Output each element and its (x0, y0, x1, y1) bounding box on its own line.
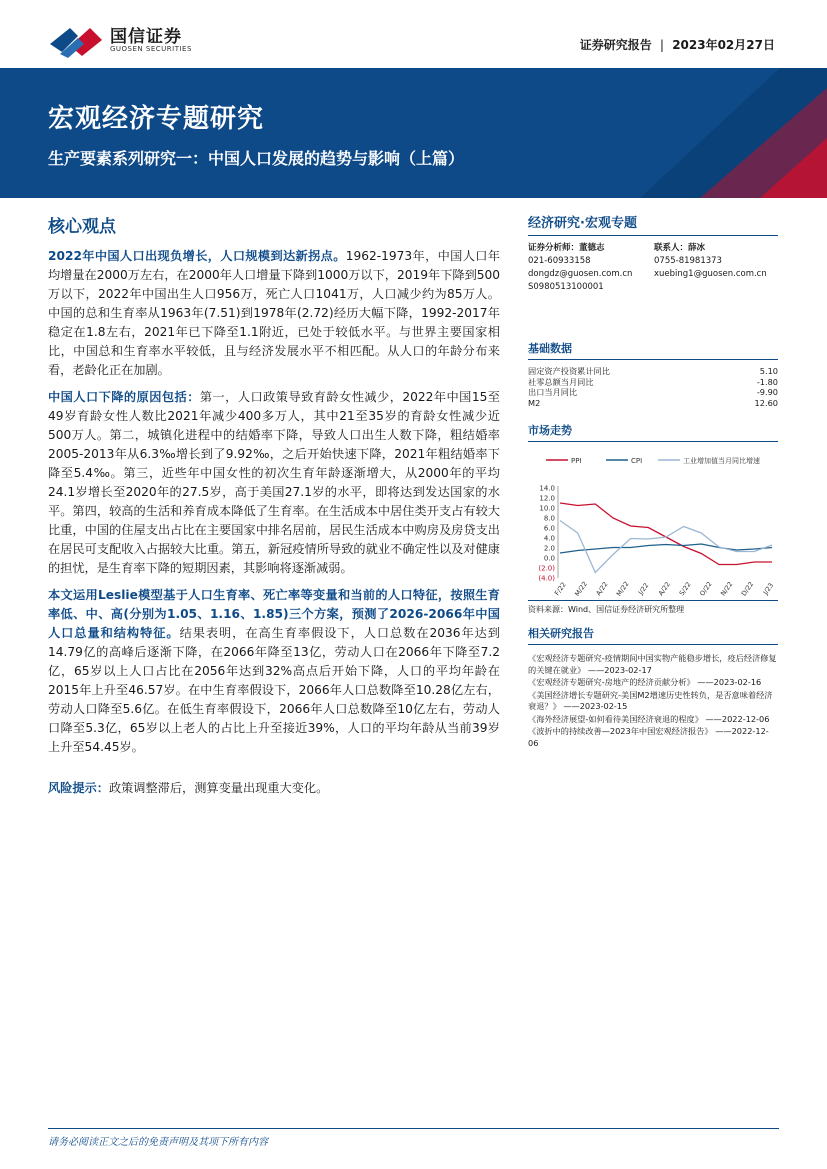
market-trend-title: 市场走势 (528, 422, 778, 442)
basic-label: 社零总额当月同比 (528, 376, 594, 387)
basic-label: 出口当月同比 (528, 387, 578, 397)
analyst-name: 证券分析师：董德志 (528, 243, 605, 253)
x-tick-label: M/22 (614, 579, 631, 596)
contact-column (654, 242, 778, 281)
legend-label: PPI (571, 457, 582, 465)
legend-label: CPI (631, 457, 643, 465)
contact-phone: 0755-81981373 (654, 256, 722, 266)
y-tick-label: 10.0 (539, 504, 555, 513)
analyst-phone: 021-60933158 (528, 256, 591, 266)
series-line-1 (560, 503, 772, 565)
y-tick-label: 14.0 (539, 484, 555, 493)
paragraph-1 (48, 247, 500, 380)
list-item[interactable]: 《宏观经济专题研究-疫情期间中国实物产能稳步增长，疫后经济修复的关键在就业》 ——2023-02-17 (528, 653, 777, 675)
analyst-cert: S0980513100001 (528, 282, 604, 292)
guosen-logo-icon (48, 24, 104, 58)
basic-value: 12.60 (754, 397, 778, 408)
y-tick-label: 6.0 (543, 524, 555, 533)
list-item[interactable]: 《波折中的持续改善—2023年中国宏观经济报告》 ——2022-12-06 (528, 726, 769, 748)
list-item[interactable]: 《宏观经济专题研究-房地产的经济贡献分析》 ——2023-02-16 (528, 677, 762, 687)
x-tick-label: M/22 (573, 579, 590, 596)
x-tick-label: F/22 (553, 580, 568, 596)
logo-text-cn: 国信证券 (110, 27, 182, 47)
x-tick-label: S/22 (677, 580, 693, 596)
risk-note (48, 779, 500, 796)
market-chart (528, 450, 778, 596)
contact-email[interactable]: xuebing1@guosen.com.cn (654, 269, 767, 279)
related-reports-list (528, 653, 778, 749)
basic-label: 固定资产投资累计同比 (528, 366, 610, 376)
paragraph-2-body: 第一，人口政策导致育龄女性减少，2022年中国15至49岁育龄女性人数比2021年减少400多万人，其中21至35岁的育龄女性减少近500万人。第二，城镇化进程中的结婚率下降，导致人口出生人数下降，粗结婚率2005-2013年从6.3‰增长到了9.92‰，之后开始快速下降，2021年粗结婚率下降至5.4‰。第三，近些年中国女性的初次生育年龄逐渐增大，从2000年的平均24.1岁增长至2020年的27.5岁，高于美国27.1岁的水平，即将达到发达国家的水平。第四，较高的生活和养育成本降低了生育率。在生活成本中居住类开支占有较大比重，中国的住屋支出占比在主要国家中排名居前，居民生活成本中购房及房贷支出在居民可支配收入占据较大比重。第五，新冠疫情所导致的就业不确定性以及对健康的担忧，是生育率下降的短期因素，其影响将逐渐减弱。 (48, 390, 500, 575)
paragraph-1-body: 1962-1973年，中国人口年均增量在2000万左右，在2000年人口增量下降到1000万以下，2019年下降到500万以下，2022年中国出生人口956万，死亡人口1041万，人口减少约为85万人。中国的总和生育率从1963年(7.51)到1978年(2.72)经历大幅下降，1992-2017年稳定在1.8左右，2021年已下降至1.1附近，已处于较低水平。与世界主要国家相比，中国总和生育率水平较低，且与经济发展水平不相匹配。从人口的年龄分布来看，老龄化正在加剧。 (48, 249, 501, 377)
contact-name: 联系人：薛冰 (654, 243, 706, 253)
y-tick-label: 8.0 (543, 514, 555, 523)
related-reports-title: 相关研究报告 (528, 625, 778, 645)
company-logo (48, 22, 208, 60)
y-tick-label: (4.0) (538, 574, 555, 583)
table-row (528, 366, 778, 377)
table-row (528, 398, 778, 409)
top-bar (0, 0, 827, 68)
risk-label: 风险提示： (48, 781, 109, 795)
basic-data-title: 基础数据 (528, 340, 778, 360)
meta-separator: | (659, 38, 665, 52)
basic-value: -1.80 (756, 376, 778, 387)
x-tick-label: A/22 (594, 580, 610, 596)
table-row (528, 387, 778, 398)
paragraph-3-lead: 本文运用Leslie模型基于人口生育率、死亡率等变量和当前的人口特征，按照生育率低、中、高(分别为1.05、1.16、1.85)三个方案，预测了2026-2066年中国人口总量和结构特征。 (48, 588, 500, 640)
risk-text: 政策调整滞后，测算变量出现重大变化。 (108, 781, 329, 795)
basic-value: -9.90 (756, 387, 778, 397)
report-type: 证券研究报告 (579, 38, 652, 52)
main-column (48, 212, 500, 796)
analyst-email[interactable]: dongdz@guosen.com.cn (528, 269, 633, 279)
footer-divider (48, 1128, 779, 1129)
series-line-3 (560, 521, 772, 573)
basic-label: M2 (528, 397, 541, 408)
report-subtitle: 生产要素系列研究一：中国人口发展的趋势与影响（上篇） (48, 149, 465, 168)
list-item[interactable]: 《海外经济展望-如何看待美国经济衰退的程度》 ——2022-12-06 (528, 713, 770, 724)
y-tick-label: 12.0 (539, 494, 555, 503)
y-tick-label: (2.0) (538, 564, 555, 573)
analyst-column (528, 242, 648, 294)
analyst-info (528, 242, 778, 338)
sidebar (528, 212, 778, 749)
list-item[interactable]: 《美国经济增长专题研究-美国M2增速历史性转负，是否意味着经济衰退？》 ——2023-02-15 (528, 689, 773, 711)
legend-label: 工业增加值当月同比增速 (683, 457, 760, 465)
line-chart (528, 450, 778, 596)
basic-value: 5.10 (759, 366, 778, 376)
section-title: 核心观点 (48, 217, 116, 237)
x-tick-label: N/22 (719, 580, 735, 596)
report-meta (580, 36, 775, 53)
disclaimer-footer: 请务必阅读正文之后的免责声明及其项下所有内容 (48, 1137, 268, 1148)
x-tick-label: J/22 (636, 581, 651, 596)
y-tick-label: 2.0 (543, 544, 555, 553)
x-tick-label: J/23 (761, 581, 776, 596)
basic-data-table (528, 366, 778, 408)
paragraph-2-lead: 中国人口下降的原因包括： (48, 390, 200, 404)
x-tick-label: O/22 (698, 580, 714, 596)
sidebar-title: 经济研究·宏观专题 (528, 212, 778, 236)
paragraph-3 (48, 586, 500, 757)
report-title: 宏观经济专题研究 (48, 104, 265, 134)
y-tick-label: 4.0 (543, 534, 555, 543)
logo-text-en: GUOSEN SECURITIES (110, 45, 192, 53)
y-tick-label: 0.0 (543, 554, 555, 563)
paragraph-1-lead: 2022年中国人口出现负增长，人口规模到达新拐点。 (48, 249, 346, 263)
report-date: 2023年02月27日 (672, 38, 775, 52)
title-banner (0, 68, 827, 198)
paragraph-2 (48, 388, 500, 578)
x-tick-label: A/22 (656, 580, 672, 596)
x-tick-label: D/22 (739, 580, 756, 596)
paragraph-3-body: 结果表明，在高生育率假设下，人口总数在2036年达到14.79亿的高峰后逐渐下降，在2066年降至13亿，劳动人口在2066年下降至7.2亿，65岁以上人口占比在2056年达到32%高点后开始下降，人口的平均年龄在2015年上升至46.57岁。在中生育率假设下，2066年人口总数降至10.28亿左右，劳动人口降至5.6亿。在低生育率假设下，2066年人口总数降至10亿左右，劳动人口降至5.3亿，65岁以上老人的占比上升至接近39%，人口的平均年龄从当前39岁上升至54.45岁。 (48, 626, 500, 754)
table-row (528, 377, 778, 388)
chart-source: 资料来源：Wind、国信证券经济研究所整理 (528, 600, 778, 615)
